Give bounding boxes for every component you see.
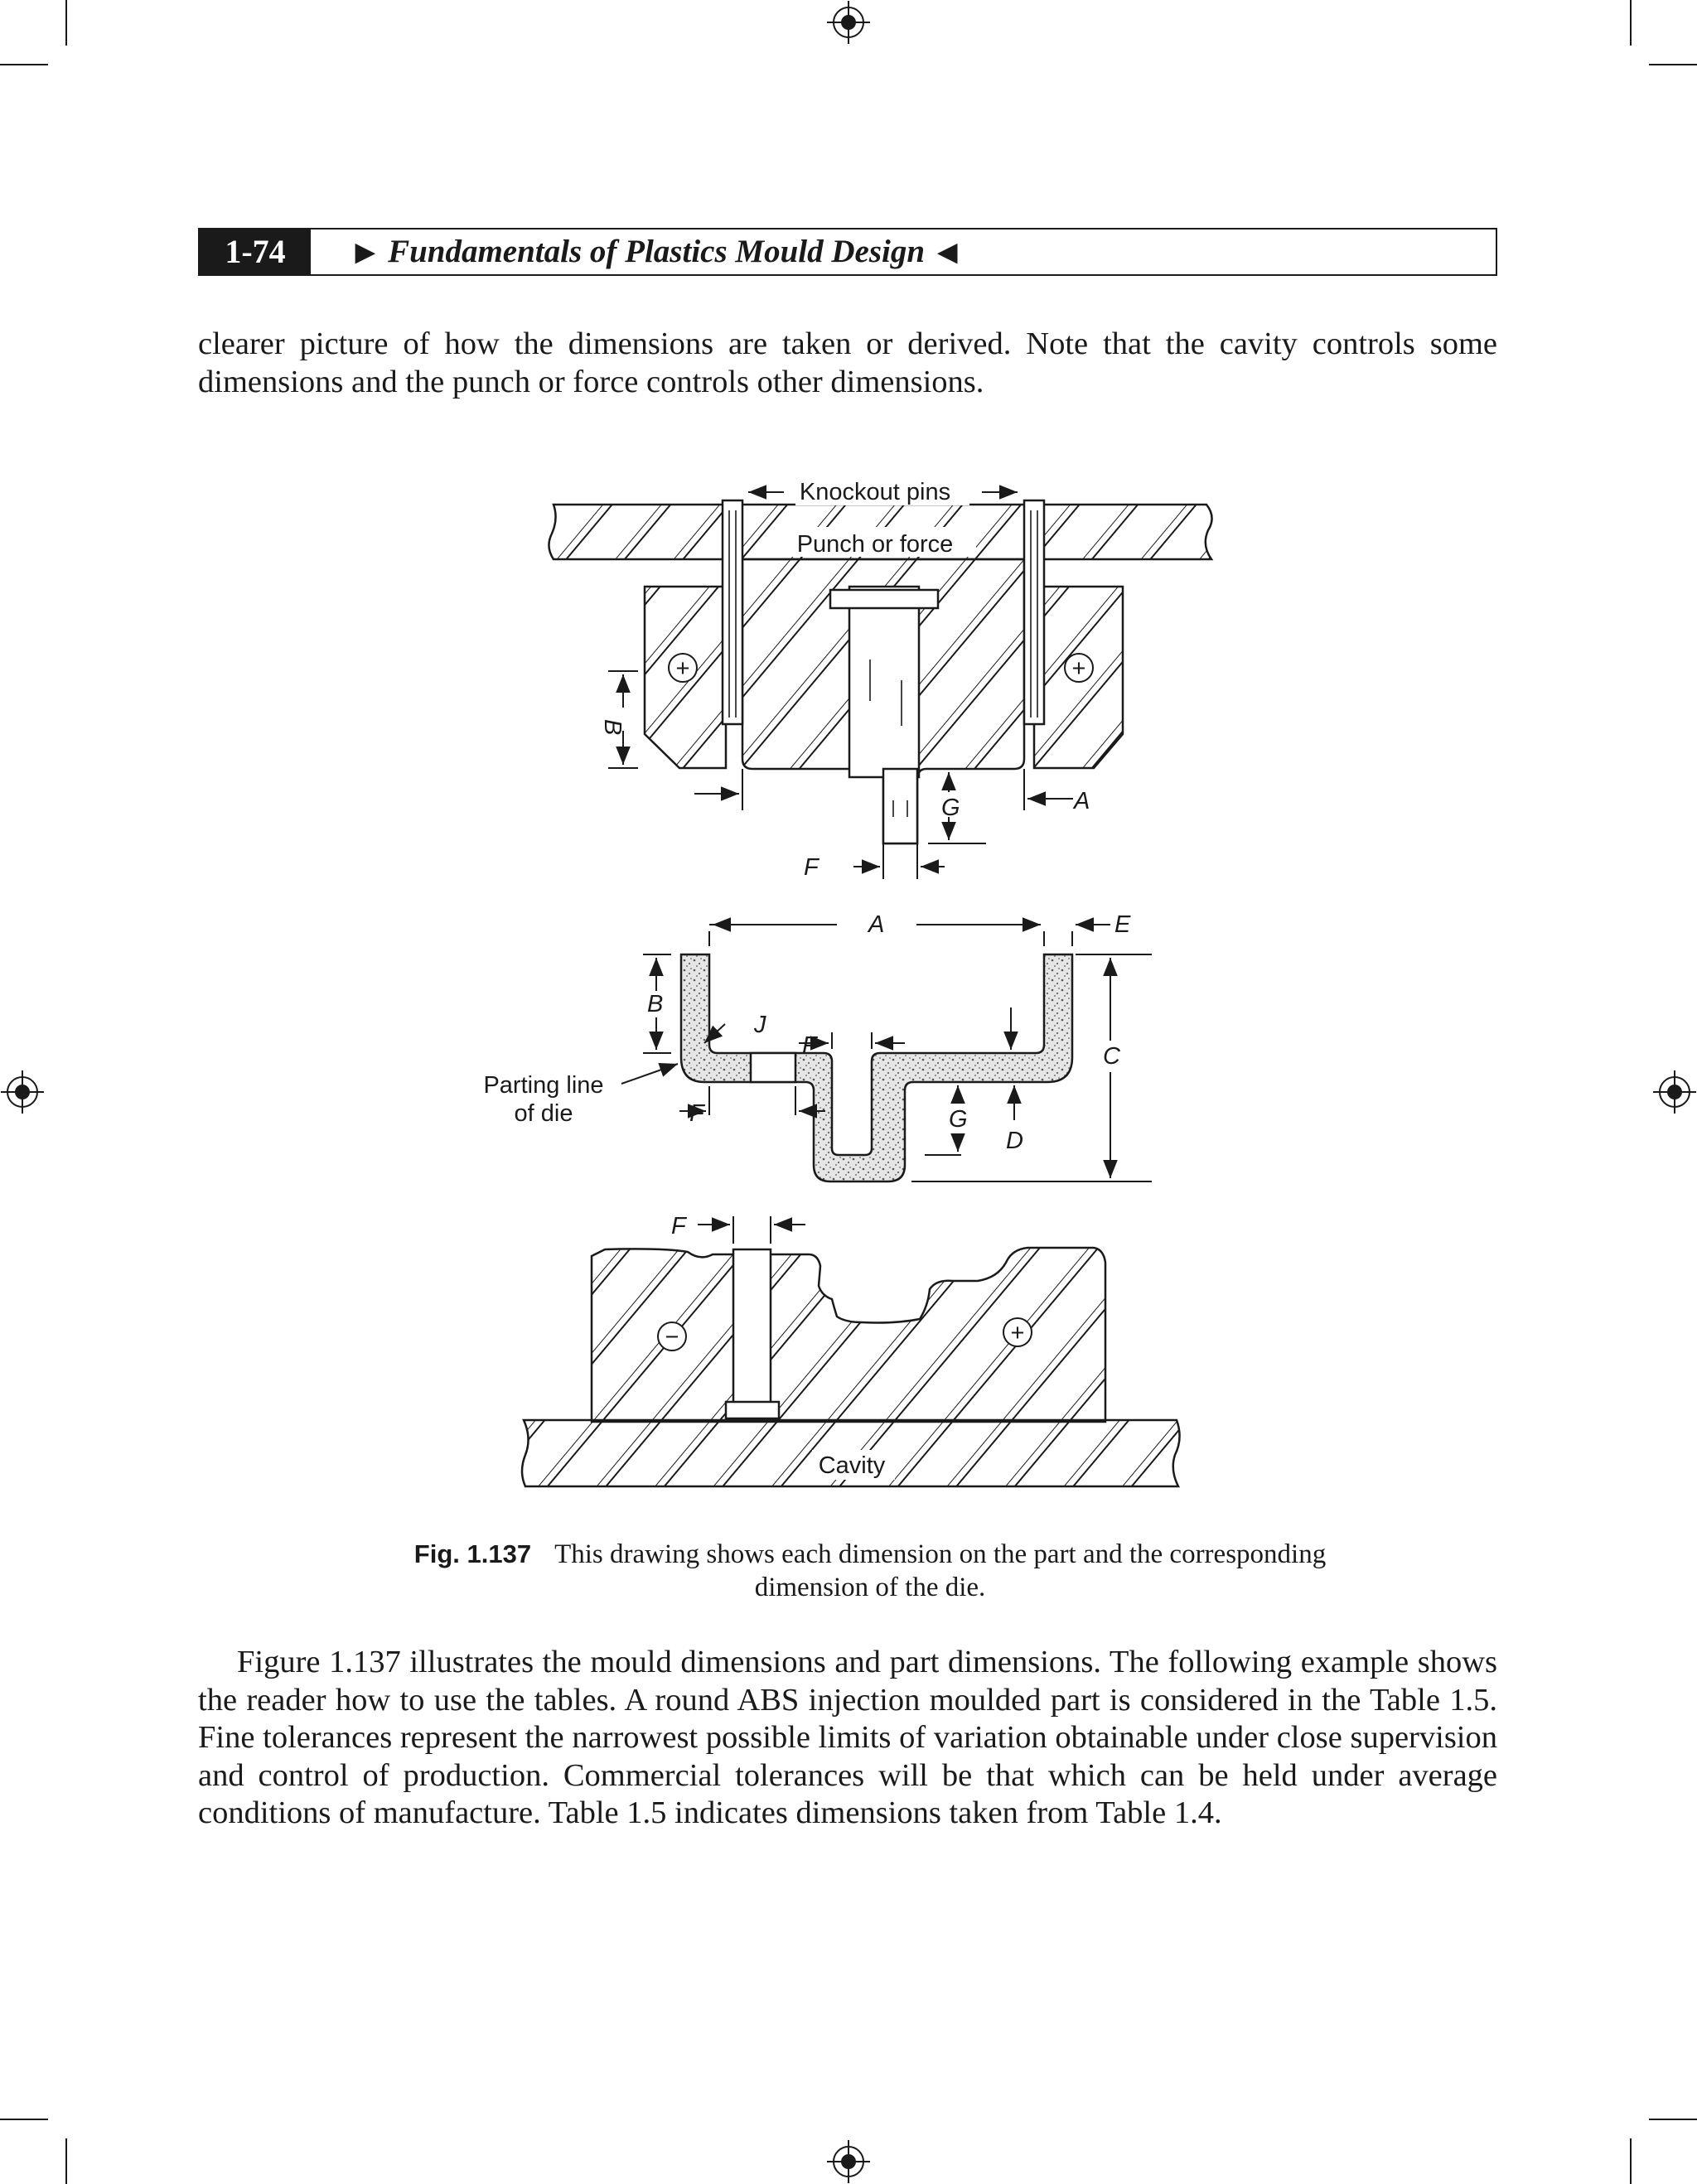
- dim-label-j: J: [754, 1012, 766, 1038]
- dim-label-b-part: B: [647, 991, 664, 1017]
- registration-mark-right: [1653, 1070, 1696, 1114]
- cavity-pin: [733, 1249, 771, 1412]
- dim-label-c: C: [1103, 1043, 1120, 1070]
- cavity-pin-head: [726, 1402, 779, 1418]
- dim-label-b-top: B: [599, 719, 626, 736]
- triangle-left-icon: ◀: [938, 239, 958, 266]
- plus-marker-right: [1065, 654, 1093, 682]
- book-title-text: Fundamentals of Plastics Mould Design: [388, 234, 926, 269]
- label-parting-line: Parting line: [483, 1072, 604, 1099]
- svg-text:+: +: [1010, 1320, 1025, 1346]
- label-cavity: Cavity: [818, 1452, 886, 1479]
- dim-label-f-cavity: F: [671, 1213, 686, 1239]
- minus-marker: [658, 1322, 686, 1351]
- caption-line-2: dimension of the die.: [754, 1573, 986, 1602]
- running-header: [198, 228, 1497, 276]
- figure-caption: [327, 1538, 1413, 1604]
- punch-core-head: [830, 590, 938, 608]
- punch-tip: [883, 769, 917, 843]
- dim-label-f-part-upper: F: [802, 1032, 817, 1059]
- dim-label-d: D: [1006, 1128, 1023, 1154]
- book-title: [342, 230, 970, 275]
- punch-core-insert: [849, 587, 919, 777]
- part-hole: [751, 1053, 795, 1082]
- registration-mark-bottom: [827, 2140, 870, 2183]
- caption-text-1: This drawing shows each dimension on the part and the corresponding: [554, 1539, 1327, 1569]
- mould-dimension-figure: [464, 461, 1226, 1521]
- dim-label-f-part-lower: F: [689, 1100, 704, 1127]
- label-punch-or-force: Punch or force: [796, 531, 954, 558]
- dim-label-a-part: A: [868, 911, 885, 938]
- dim-label-g-part: G: [949, 1106, 968, 1133]
- label-knockout-pins: Knockout pins: [799, 479, 951, 505]
- triangle-right-icon: ▶: [355, 239, 375, 266]
- cavity-dimension-lines: [698, 1216, 805, 1244]
- svg-text:−: −: [665, 1324, 679, 1351]
- paragraph-figure-explanation: Figure 1.137 illustrates the mould dimensions and part dimensions. The following example shows the reader how to use the tables. A round ABS injection moulded part is considered in the Table 1.5. Fine tolerances represent the narrowest possible limits of variation obtainable under close supervision and control of production. Commercial tolerances will be that which can be held under average conditions of manufacture. Table 1.5 indicates dimensions taken from Table 1.4.: [198, 1645, 1497, 1830]
- knockout-pin-right: [1024, 500, 1044, 724]
- plus-marker-left: [669, 654, 697, 682]
- svg-text:+: +: [675, 655, 690, 682]
- registration-mark-left: [1, 1070, 44, 1114]
- paragraph-intro: clearer picture of how the dimensions are taken or derived. Note that the cavity controls some dimensions and the punch or force controls other dimensions.: [198, 326, 1497, 399]
- registration-mark-top: [827, 1, 870, 44]
- label-of-die: of die: [514, 1100, 573, 1127]
- knockout-pin-left: [723, 500, 742, 724]
- svg-text:+: +: [1071, 655, 1086, 682]
- dim-label-a-top: A: [1074, 788, 1090, 814]
- dim-label-f-top: F: [804, 854, 819, 881]
- page-number: 1-74: [200, 230, 311, 274]
- figure-label: Fig. 1.137: [413, 1539, 532, 1568]
- dim-label-e: E: [1114, 911, 1131, 938]
- caption-line-1: [327, 1538, 1413, 1571]
- dim-label-g-top: G: [941, 795, 960, 821]
- plus-marker-cavity: [1003, 1318, 1032, 1346]
